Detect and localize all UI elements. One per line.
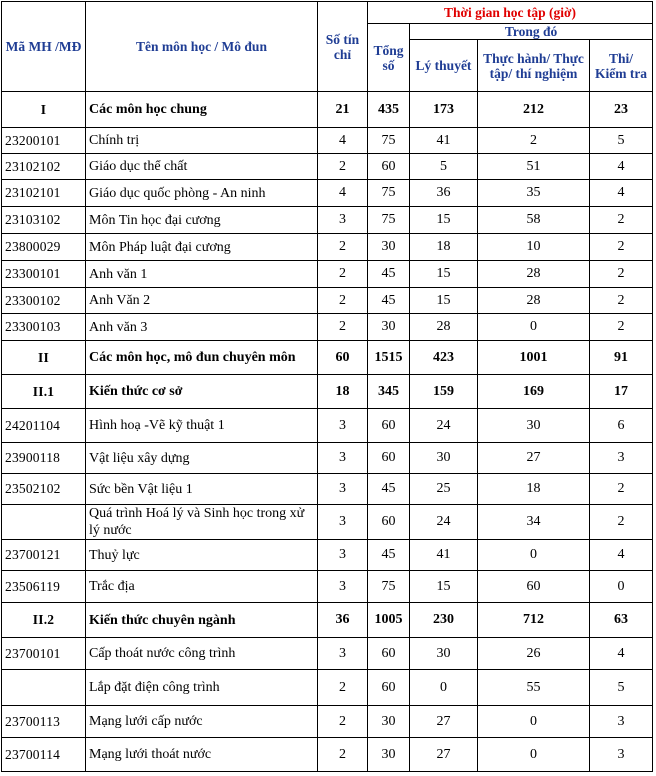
cell-name: Anh văn 1: [86, 261, 318, 288]
cell-exam: 2: [590, 234, 653, 261]
cell-name: Hình hoạ -Vẽ kỹ thuật 1: [86, 409, 318, 443]
cell-theory: 27: [410, 706, 478, 738]
cell-total: 1515: [368, 341, 410, 375]
cell-exam: 2: [590, 314, 653, 341]
cell-code: I: [2, 92, 86, 128]
cell-credits: 36: [318, 603, 368, 638]
cell-credits: 3: [318, 571, 368, 603]
cell-practice: 27: [478, 443, 590, 474]
cell-credits: 3: [318, 540, 368, 571]
cell-code: [2, 505, 86, 540]
cell-practice: 169: [478, 375, 590, 409]
table-row: [2, 474, 653, 505]
cell-credits: 4: [318, 128, 368, 154]
cell-theory: 24: [410, 505, 478, 540]
cell-code: 23102102: [2, 154, 86, 180]
cell-code: 23700114: [2, 738, 86, 772]
cell-exam: 4: [590, 638, 653, 670]
cell-theory: 15: [410, 571, 478, 603]
cell-total: 45: [368, 474, 410, 505]
cell-credits: 4: [318, 180, 368, 207]
cell-total: 75: [368, 180, 410, 207]
cell-total: 45: [368, 540, 410, 571]
cell-credits: 3: [318, 474, 368, 505]
cell-total: 30: [368, 314, 410, 341]
cell-theory: 18: [410, 234, 478, 261]
table-row: [2, 638, 653, 670]
cell-name: Cấp thoát nước công trình: [86, 638, 318, 670]
section-row: [2, 341, 653, 375]
cell-practice: 2: [478, 128, 590, 154]
cell-code: 23800029: [2, 234, 86, 261]
cell-total: 75: [368, 571, 410, 603]
cell-credits: 60: [318, 341, 368, 375]
cell-exam: 2: [590, 474, 653, 505]
table-row: [2, 154, 653, 180]
cell-code: 23300103: [2, 314, 86, 341]
cell-name: Anh văn 3: [86, 314, 318, 341]
cell-practice: 55: [478, 670, 590, 706]
cell-total: 345: [368, 375, 410, 409]
cell-exam: 6: [590, 409, 653, 443]
cell-exam: 3: [590, 706, 653, 738]
cell-name: Kiến thức cơ sở: [86, 375, 318, 409]
cell-name: Giáo dục quốc phòng - An ninh: [86, 180, 318, 207]
table-row: [2, 261, 653, 288]
cell-practice: 0: [478, 540, 590, 571]
cell-theory: 41: [410, 540, 478, 571]
cell-exam: 0: [590, 571, 653, 603]
header-credits: Số tín chỉ: [318, 2, 368, 92]
cell-code: 23300101: [2, 261, 86, 288]
table-row: [2, 505, 653, 540]
cell-exam: 2: [590, 207, 653, 234]
cell-code: II.1: [2, 375, 86, 409]
cell-exam: 23: [590, 92, 653, 128]
cell-theory: 28: [410, 314, 478, 341]
cell-theory: 230: [410, 603, 478, 638]
cell-credits: 3: [318, 505, 368, 540]
cell-practice: 51: [478, 154, 590, 180]
cell-name: Kiến thức chuyên ngành: [86, 603, 318, 638]
header-name: Tên môn học / Mô đun: [86, 2, 318, 92]
cell-total: 60: [368, 638, 410, 670]
cell-total: 45: [368, 288, 410, 314]
table-row: [2, 571, 653, 603]
table-row: [2, 540, 653, 571]
cell-name: Giáo dục thể chất: [86, 154, 318, 180]
cell-code: 23700121: [2, 540, 86, 571]
cell-total: 60: [368, 154, 410, 180]
cell-exam: 5: [590, 670, 653, 706]
cell-theory: 30: [410, 443, 478, 474]
cell-exam: 91: [590, 341, 653, 375]
cell-practice: 35: [478, 180, 590, 207]
header-exam: Thi/ Kiểm tra: [590, 40, 653, 92]
section-row: [2, 375, 653, 409]
cell-theory: 15: [410, 261, 478, 288]
cell-name: Quá trình Hoá lý và Sinh học trong xử lý nước: [86, 505, 318, 540]
header-total: Tổng số: [368, 24, 410, 92]
cell-theory: 423: [410, 341, 478, 375]
cell-exam: 3: [590, 443, 653, 474]
table-row: [2, 128, 653, 154]
table-row: [2, 288, 653, 314]
cell-total: 75: [368, 128, 410, 154]
cell-code: 23200101: [2, 128, 86, 154]
cell-total: 60: [368, 670, 410, 706]
table-body: [2, 92, 653, 772]
cell-practice: 712: [478, 603, 590, 638]
cell-practice: 212: [478, 92, 590, 128]
cell-exam: 4: [590, 540, 653, 571]
cell-total: 30: [368, 706, 410, 738]
table-row: [2, 180, 653, 207]
cell-code: 23300102: [2, 288, 86, 314]
cell-theory: 24: [410, 409, 478, 443]
cell-practice: 30: [478, 409, 590, 443]
cell-practice: 58: [478, 207, 590, 234]
cell-practice: 34: [478, 505, 590, 540]
cell-name: Chính trị: [86, 128, 318, 154]
cell-credits: 3: [318, 409, 368, 443]
cell-code: 23700101: [2, 638, 86, 670]
cell-code: 23502102: [2, 474, 86, 505]
cell-credits: 21: [318, 92, 368, 128]
cell-name: Môn Pháp luật đại cương: [86, 234, 318, 261]
cell-practice: 28: [478, 261, 590, 288]
cell-theory: 159: [410, 375, 478, 409]
table-row: [2, 706, 653, 738]
header-practice: Thực hành/ Thực tập/ thí nghiệm: [478, 40, 590, 92]
cell-total: 30: [368, 738, 410, 772]
cell-name: Mạng lưới thoát nước: [86, 738, 318, 772]
cell-exam: 5: [590, 128, 653, 154]
cell-practice: 60: [478, 571, 590, 603]
cell-total: 30: [368, 234, 410, 261]
curriculum-table: [1, 1, 653, 772]
header-code: Mã MH /MĐ: [2, 2, 86, 92]
cell-credits: 2: [318, 261, 368, 288]
cell-credits: 2: [318, 706, 368, 738]
cell-code: II.2: [2, 603, 86, 638]
cell-total: 60: [368, 409, 410, 443]
cell-code: 23103102: [2, 207, 86, 234]
cell-name: Các môn học, mô đun chuyên môn: [86, 341, 318, 375]
cell-code: 23700113: [2, 706, 86, 738]
cell-code: 24201104: [2, 409, 86, 443]
cell-theory: 5: [410, 154, 478, 180]
cell-name: Các môn học chung: [86, 92, 318, 128]
cell-credits: 2: [318, 670, 368, 706]
cell-theory: 15: [410, 207, 478, 234]
section-row: [2, 603, 653, 638]
cell-exam: 3: [590, 738, 653, 772]
cell-code: 23102101: [2, 180, 86, 207]
cell-theory: 36: [410, 180, 478, 207]
cell-name: Sức bền Vật liệu 1: [86, 474, 318, 505]
cell-code: 23506119: [2, 571, 86, 603]
cell-theory: 27: [410, 738, 478, 772]
table-row: [2, 314, 653, 341]
cell-credits: 3: [318, 443, 368, 474]
cell-exam: 17: [590, 375, 653, 409]
cell-practice: 0: [478, 314, 590, 341]
cell-credits: 2: [318, 234, 368, 261]
cell-name: Lắp đặt điện công trình: [86, 670, 318, 706]
table-row: [2, 234, 653, 261]
cell-code: II: [2, 341, 86, 375]
cell-name: Mạng lưới cấp nước: [86, 706, 318, 738]
cell-total: 435: [368, 92, 410, 128]
cell-name: Anh Văn 2: [86, 288, 318, 314]
cell-exam: 2: [590, 288, 653, 314]
cell-credits: 2: [318, 288, 368, 314]
table-row: [2, 738, 653, 772]
cell-theory: 0: [410, 670, 478, 706]
header-breakdown: Trong đó: [410, 24, 653, 40]
table-header: [2, 2, 653, 92]
cell-practice: 28: [478, 288, 590, 314]
cell-name: Vật liệu xây dựng: [86, 443, 318, 474]
cell-exam: 2: [590, 261, 653, 288]
cell-code: [2, 670, 86, 706]
cell-practice: 26: [478, 638, 590, 670]
cell-theory: 173: [410, 92, 478, 128]
cell-name: Môn Tin học đại cương: [86, 207, 318, 234]
cell-practice: 0: [478, 738, 590, 772]
cell-total: 75: [368, 207, 410, 234]
cell-practice: 10: [478, 234, 590, 261]
cell-credits: 2: [318, 738, 368, 772]
cell-code: 23900118: [2, 443, 86, 474]
cell-theory: 30: [410, 638, 478, 670]
cell-theory: 25: [410, 474, 478, 505]
header-theory: Lý thuyết: [410, 40, 478, 92]
cell-credits: 18: [318, 375, 368, 409]
header-time-group: Thời gian học tập (giờ): [368, 2, 653, 24]
cell-practice: 18: [478, 474, 590, 505]
table-row: [2, 207, 653, 234]
cell-credits: 3: [318, 638, 368, 670]
cell-total: 1005: [368, 603, 410, 638]
cell-exam: 4: [590, 180, 653, 207]
cell-credits: 2: [318, 154, 368, 180]
cell-credits: 3: [318, 207, 368, 234]
table-row: [2, 443, 653, 474]
cell-exam: 63: [590, 603, 653, 638]
cell-theory: 41: [410, 128, 478, 154]
cell-practice: 0: [478, 706, 590, 738]
cell-total: 60: [368, 443, 410, 474]
table-row: [2, 409, 653, 443]
section-row: [2, 92, 653, 128]
cell-theory: 15: [410, 288, 478, 314]
table-row: [2, 670, 653, 706]
cell-total: 60: [368, 505, 410, 540]
cell-name: Thuỷ lực: [86, 540, 318, 571]
cell-exam: 2: [590, 505, 653, 540]
cell-exam: 4: [590, 154, 653, 180]
cell-practice: 1001: [478, 341, 590, 375]
cell-name: Trắc địa: [86, 571, 318, 603]
cell-credits: 2: [318, 314, 368, 341]
cell-total: 45: [368, 261, 410, 288]
